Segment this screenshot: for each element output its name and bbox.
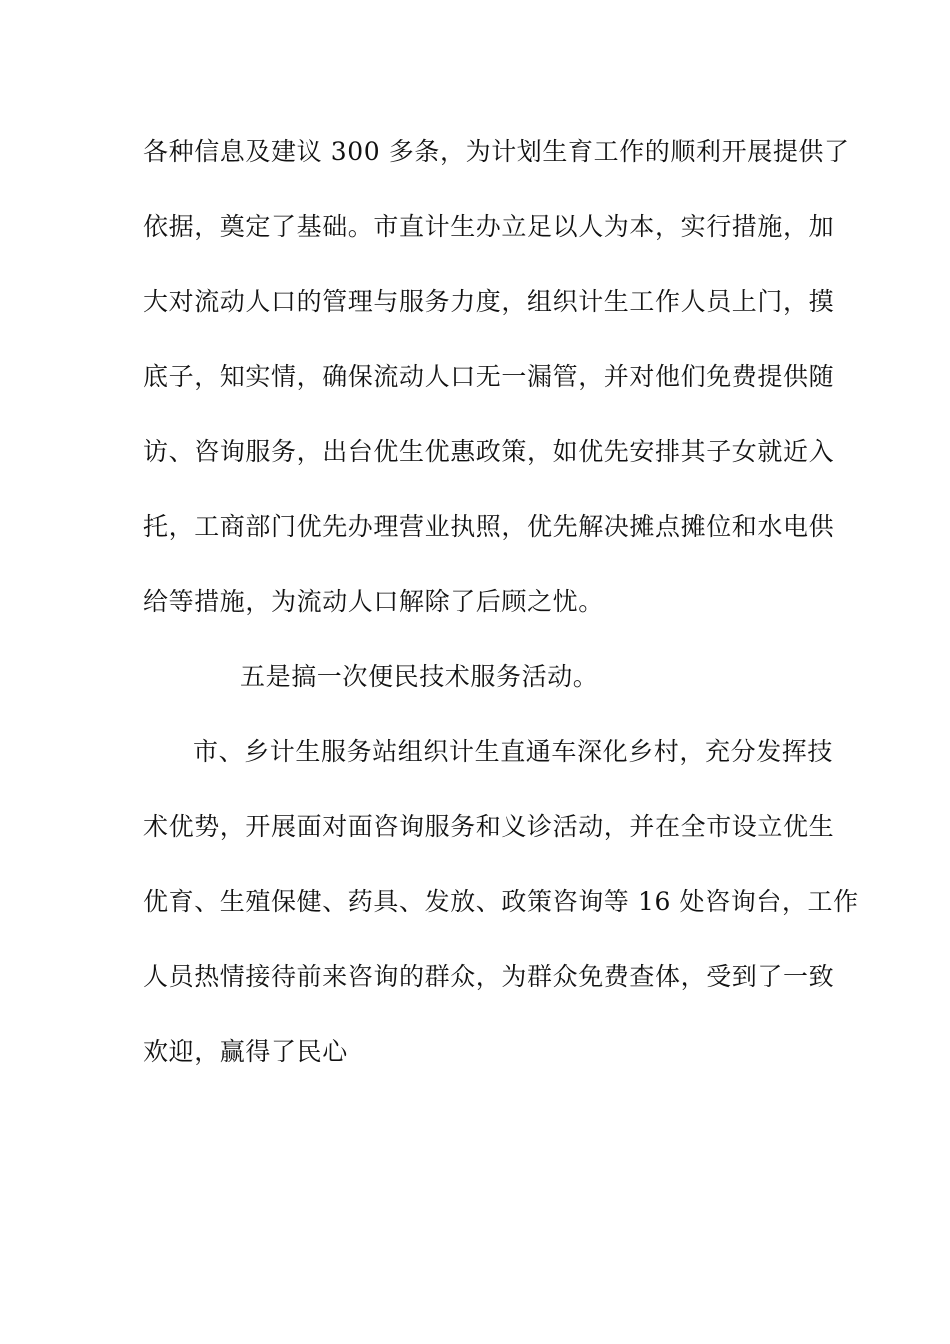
paragraph-line: 底子，知实情，确保流动人口无一漏管，并对他们免费提供随 bbox=[143, 362, 835, 391]
paragraph-line: 各种信息及建议 300 多条，为计划生育工作的顺利开展提供了 bbox=[143, 137, 850, 166]
paragraph-line: 欢迎，赢得了民心 bbox=[143, 1037, 348, 1066]
section-heading: 五是搞一次便民技术服务活动。 bbox=[240, 662, 599, 691]
paragraph-line: 术优势，开展面对面咨询服务和义诊活动，并在全市设立优生 bbox=[143, 812, 835, 841]
paragraph-line: 人员热情接待前来咨询的群众，为群众免费查体，受到了一致 bbox=[143, 962, 835, 991]
paragraph-line: 市、乡计生服务站组织计生直通车深化乡村，充分发挥技 bbox=[193, 737, 834, 766]
paragraph-line: 大对流动人口的管理与服务力度，组织计生工作人员上门，摸 bbox=[143, 287, 835, 316]
paragraph-line: 依据，奠定了基础。市直计生办立足以人为本，实行措施，加 bbox=[143, 212, 835, 241]
paragraph-line: 优育、生殖保健、药具、发放、政策咨询等 16 处咨询台，工作 bbox=[143, 887, 859, 916]
paragraph-line: 托，工商部门优先办理营业执照，优先解决摊点摊位和水电供 bbox=[143, 512, 835, 541]
paragraph-line: 给等措施，为流动人口解除了后顾之忧。 bbox=[143, 587, 604, 616]
paragraph-line: 访、咨询服务，出台优生优惠政策，如优先安排其子女就近入 bbox=[143, 437, 835, 466]
